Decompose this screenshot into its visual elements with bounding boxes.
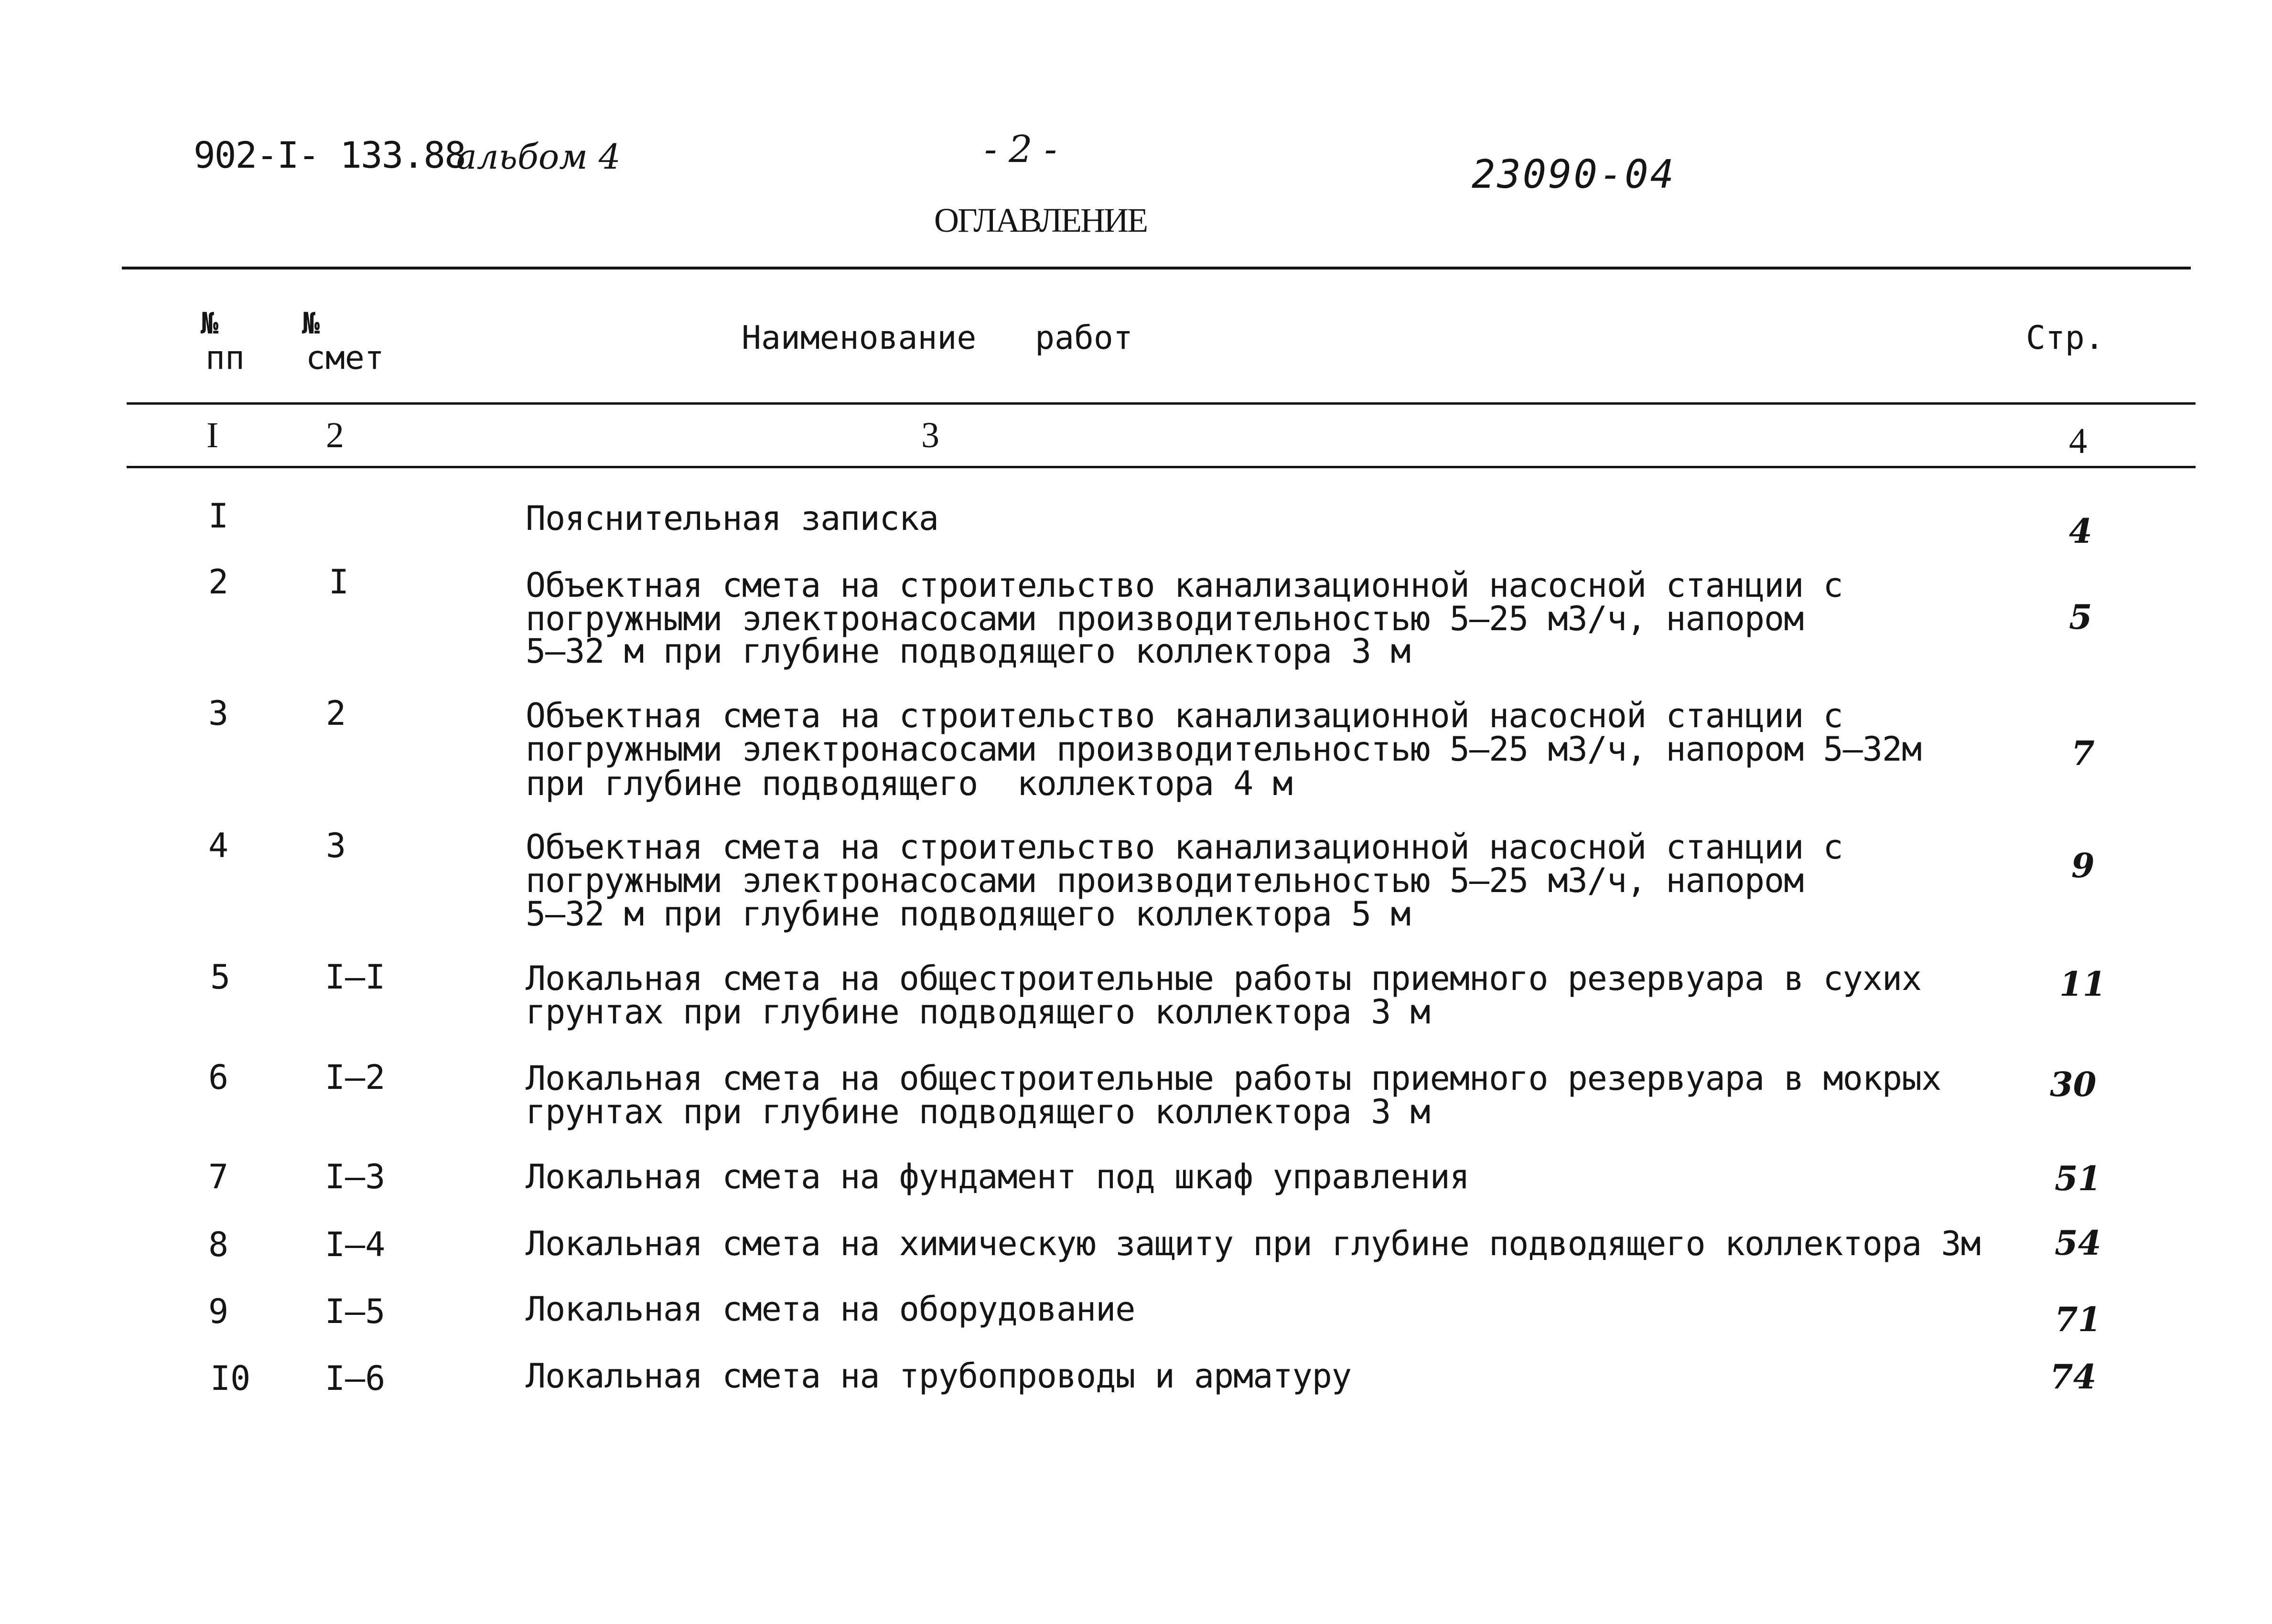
table-row-1-line-1: Пояснительная записка bbox=[526, 499, 939, 538]
table-row-5-line-2: грунтах при глубине подводящего коллектора 3 м bbox=[526, 992, 1430, 1032]
table-header-rule bbox=[127, 402, 2196, 405]
page-title: ОГЛАВЛЕНИЕ bbox=[934, 201, 1147, 239]
table-row-8-line-1: Локальная смета на химическую защиту при глубине подводящего коллектора 3м bbox=[526, 1224, 1981, 1263]
table-row-4-no: 4 bbox=[208, 826, 229, 865]
table-row-5-no: 5 bbox=[210, 957, 231, 997]
col3-number: 3 bbox=[921, 415, 939, 455]
table-row-2-line-2: погружными электронасосами производительностью 5–25 м3/ч, напором bbox=[526, 599, 1804, 638]
table-row-6-estimate: I–2 bbox=[325, 1058, 386, 1097]
table-row-9-line-1: Локальная смета на оборудование bbox=[526, 1290, 1135, 1329]
table-row-1-page: 4 bbox=[2069, 511, 2092, 551]
table-row-2-line-1: Объектная смета на строительство канализационной насосной станции с bbox=[526, 566, 1843, 605]
album-label: альбом 4 bbox=[456, 137, 621, 177]
table-row-1-no: I bbox=[208, 496, 229, 536]
table-row-10-page: 74 bbox=[2050, 1357, 2097, 1397]
col1-head: пп bbox=[205, 339, 245, 377]
table-row-8-no: 8 bbox=[208, 1225, 229, 1264]
table-row-5-estimate: I–I bbox=[325, 957, 386, 997]
table-row-3-line-2: погружными электронасосами производительностью 5–25 м3/ч, напором 5–32м bbox=[526, 730, 1922, 769]
table-row-7-line-1: Локальная смета на фундамент под шкаф управления bbox=[526, 1157, 1469, 1196]
table-row-9-page: 71 bbox=[2055, 1300, 2101, 1339]
table-row-9-estimate: I–5 bbox=[325, 1292, 386, 1331]
page-number: - 2 - bbox=[984, 128, 1057, 171]
table-row-6-no: 6 bbox=[208, 1058, 229, 1097]
col2-head-symbol: № bbox=[302, 306, 320, 341]
table-row-3-line-1: Объектная смета на строительство канализационной насосной станции с bbox=[526, 696, 1843, 735]
table-row-7-no: 7 bbox=[208, 1157, 229, 1196]
table-row-4-page: 9 bbox=[2071, 846, 2095, 885]
table-row-10-no: I0 bbox=[210, 1359, 251, 1398]
document-code: 902-I- 133.88 bbox=[194, 134, 465, 176]
table-row-7-estimate: I–3 bbox=[325, 1157, 386, 1196]
col1-number: I bbox=[206, 415, 219, 455]
col3-head: Наименование работ bbox=[742, 319, 1133, 357]
table-row-7-page: 51 bbox=[2055, 1159, 2101, 1198]
table-row-9-no: 9 bbox=[208, 1292, 229, 1331]
table-row-6-line-2: грунтах при глубине подводящего коллектора 3 м bbox=[526, 1092, 1430, 1131]
table-row-10-estimate: I–6 bbox=[325, 1359, 386, 1398]
table-row-4-estimate: 3 bbox=[326, 826, 346, 865]
table-row-3-line-3: при глубине подводящего коллектора 4 м bbox=[526, 764, 1292, 803]
table-row-2-no: 2 bbox=[208, 562, 229, 602]
table-row-10-line-1: Локальная смета на трубопроводы и арматуру bbox=[526, 1356, 1352, 1396]
col2-number: 2 bbox=[326, 415, 344, 455]
table-row-2-page: 5 bbox=[2069, 597, 2092, 637]
table-row-5-page: 11 bbox=[2059, 964, 2106, 1004]
table-top-rule bbox=[122, 267, 2191, 269]
table-row-3-page: 7 bbox=[2071, 733, 2095, 773]
col4-number: 4 bbox=[2069, 421, 2087, 461]
table-row-2-line-3: 5–32 м при глубине подводящего коллектора 3 м bbox=[526, 632, 1411, 671]
registration-number: 23090-04 bbox=[1472, 152, 1676, 197]
table-row-8-estimate: I–4 bbox=[325, 1225, 386, 1264]
table-row-5-line-1: Локальная смета на общестроительные работы приемного резервуара в сухих bbox=[526, 959, 1922, 998]
table-row-6-page: 30 bbox=[2050, 1065, 2097, 1104]
table-row-3-no: 3 bbox=[208, 694, 229, 733]
table-row-3-estimate: 2 bbox=[326, 694, 346, 733]
table-row-4-line-2: погружными электронасосами производительностью 5–25 м3/ч, напором bbox=[526, 861, 1804, 900]
table-row-6-line-1: Локальная смета на общестроительные работы приемного резервуара в мокрых bbox=[526, 1059, 1941, 1098]
col1-head-symbol: № bbox=[201, 306, 219, 341]
table-row-4-line-1: Объектная смета на строительство канализационной насосной станции с bbox=[526, 828, 1843, 867]
table-row-4-line-3: 5–32 м при глубине подводящего коллектора 5 м bbox=[526, 894, 1411, 934]
table-number-row-rule bbox=[127, 466, 2196, 468]
table-row-8-page: 54 bbox=[2055, 1223, 2101, 1263]
table-row-2-estimate: I bbox=[329, 562, 349, 602]
col2-head: смет bbox=[306, 339, 384, 377]
col4-head: Стр. bbox=[2026, 319, 2104, 357]
